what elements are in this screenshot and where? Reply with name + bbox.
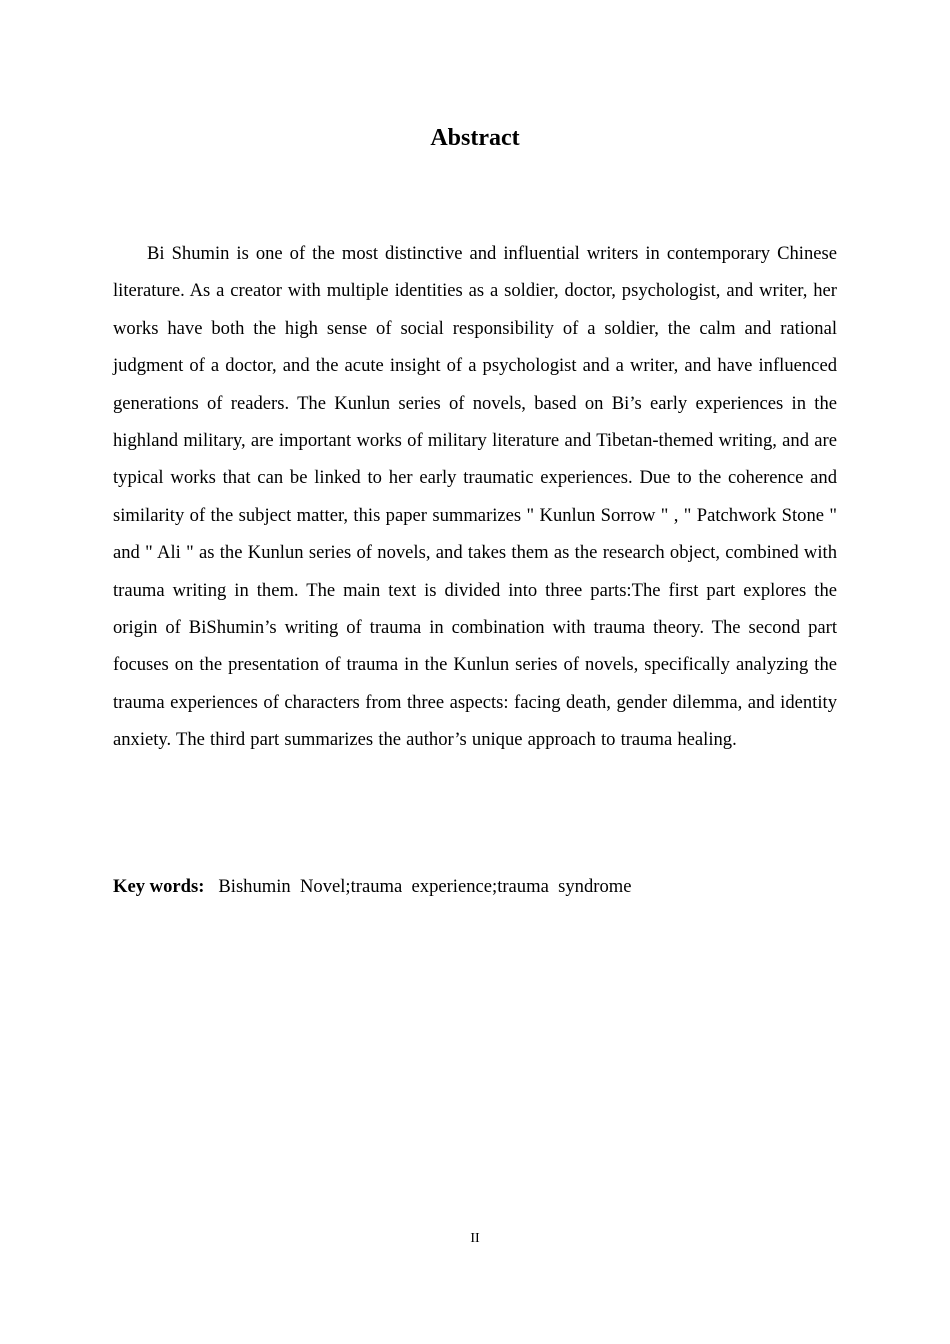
page-title: Abstract <box>430 125 520 151</box>
keywords-label: Key words: <box>113 876 205 897</box>
keywords-line <box>113 868 837 905</box>
abstract-paragraph: Bi Shumin is one of the most distinctive and influential writers in contemporary Chinese literature. As a creator with multiple identities as a soldier, doctor, psychologist, and writer, her works have both the high sense of social responsibility of a soldier, the calm and rational judgment of a doctor, and the acute insight of a psychologist and a writer, and have influenced generations of readers. The Kunlun series of novels, based on Bi’s early experiences in the highland military, are important works of military literature and Tibetan-themed writing, and are typical works that can be linked to her early traumatic experiences. Due to the coherence and similarity of the subject matter, this paper summarizes " Kunlun Sorrow " , " Patchwork Stone " and " Ali " as the Kunlun series of novels, and takes them as the research object, combined with trauma writing in them. The main text is divided into three parts:The first part explores the origin of BiShumin’s writing of trauma in combination with trauma theory. The second part focuses on the presentation of trauma in the Kunlun series of novels, specifically analyzing the trauma experiences of characters from three aspects: facing death, gender dilemma, and identity anxiety. The third part summarizes the author’s unique approach to trauma healing. <box>113 243 837 751</box>
keywords-text: Bishumin Novel;trauma experience;trauma syndrome <box>218 876 632 897</box>
page-number: II <box>470 1231 480 1246</box>
